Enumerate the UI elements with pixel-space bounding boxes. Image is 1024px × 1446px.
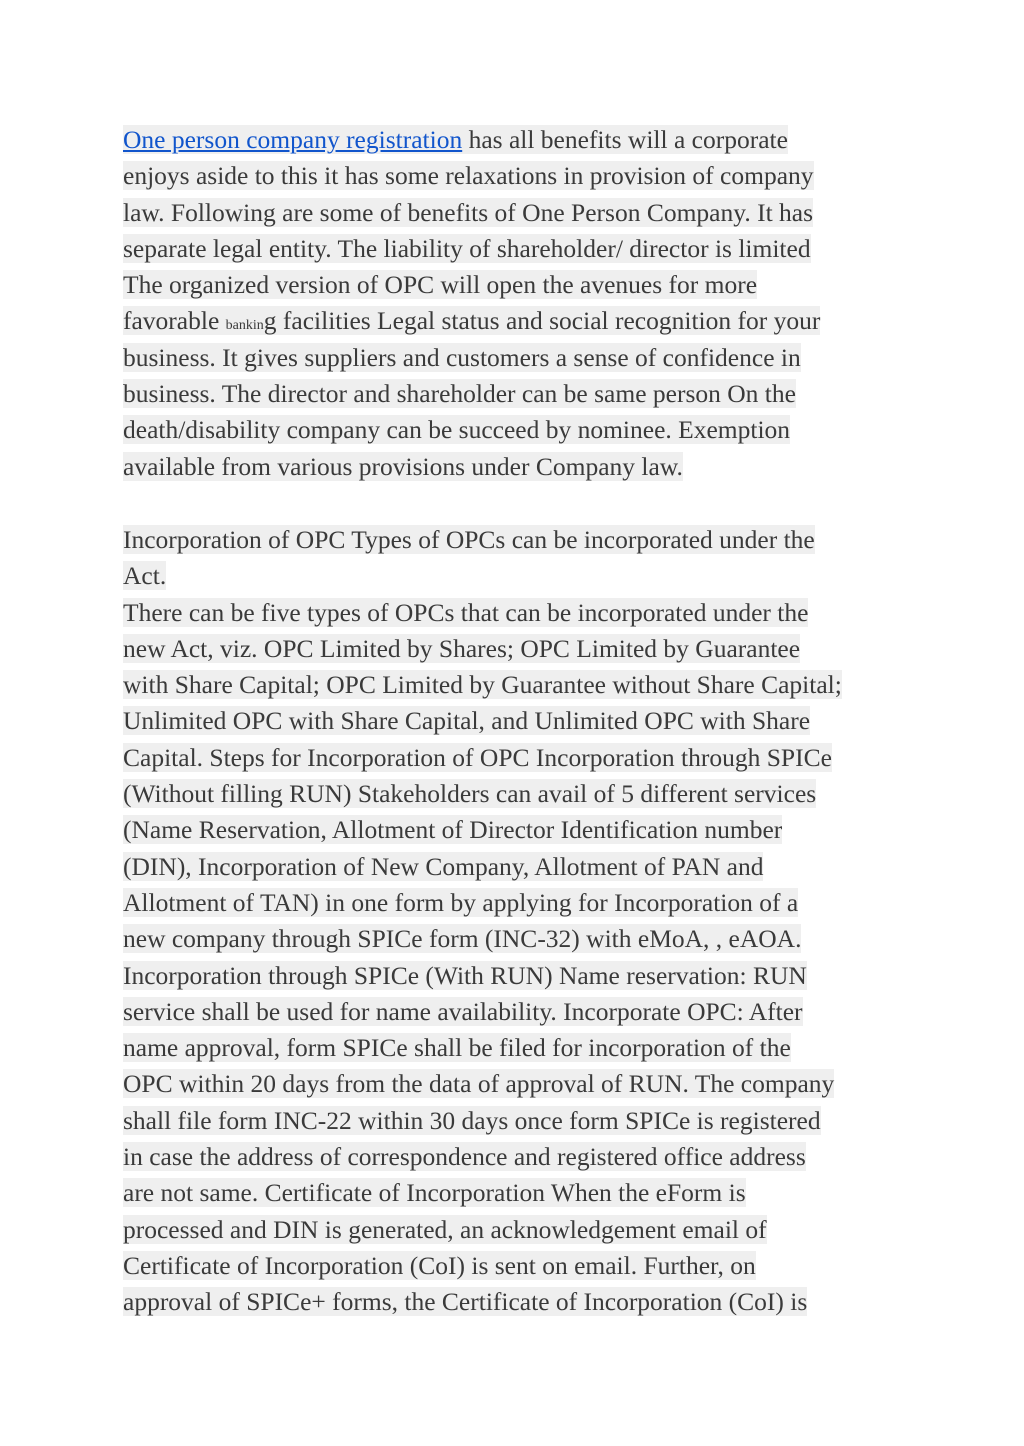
text-line (123, 631, 913, 667)
text-line (123, 1030, 913, 1066)
text-span: service shall be used for name availability. Incorporate OPC: After (123, 996, 803, 1026)
text-span: law. Following are some of benefits of One Person Company. It has (123, 197, 814, 227)
text-span: processed and DIN is generated, an acknowledgement email of (123, 1214, 767, 1244)
text-line (123, 595, 913, 631)
text-line (123, 449, 913, 485)
text-line (123, 1284, 913, 1320)
text-span: new company through SPICe form (INC-32) with eMoA, , eAOA. (123, 924, 802, 954)
text-line (123, 667, 913, 703)
text-span: Allotment of TAN) in one form by applying for Incorporation of a (123, 887, 799, 917)
text-line (123, 1139, 913, 1175)
text-span: in case the address of correspondence and registered office address (123, 1142, 806, 1172)
text-span: death/disability company can be succeed by nominee. Exemption (123, 415, 791, 445)
text-line (123, 376, 913, 412)
text-span: shall file form INC-22 within 30 days once form SPICe is registered (123, 1105, 821, 1135)
text-span: available from various provisions under Company law. (123, 451, 683, 481)
text-span: name approval, form SPICe shall be filed for incorporation of the (123, 1033, 791, 1063)
text-line (123, 340, 913, 376)
text-span: Incorporation through SPICe (With RUN) Name reservation: RUN (123, 960, 807, 990)
text-span: Certificate of Incorporation (CoI) is sent on email. Further, on (123, 1250, 756, 1280)
text-line (123, 195, 913, 231)
text-line (123, 885, 913, 921)
text-span: business. It gives suppliers and customers a sense of confidence in (123, 342, 801, 372)
text-span: are not same. Certificate of Incorporation When the eForm is (123, 1178, 746, 1208)
text-span: g facilities Legal status and social recognition for your (263, 306, 821, 336)
text-span: Unlimited OPC with Share Capital, and Unlimited OPC with Share (123, 706, 811, 736)
text-span: Incorporation of OPC Types of OPCs can be incorporated under the (123, 525, 815, 554)
text-span: OPC within 20 days from the data of approval of RUN. The company (123, 1069, 835, 1099)
text-span: Capital. Steps for Incorporation of OPC Incorporation through SPICe (123, 742, 832, 772)
text-line (123, 849, 913, 885)
text-line (123, 267, 913, 303)
text-line (123, 558, 913, 594)
text-line (123, 1175, 913, 1211)
text-span: separate legal entity. The liability of shareholder/ director is limited (123, 233, 811, 263)
text-span: Act. (123, 561, 167, 591)
text-span: new Act, viz. OPC Limited by Shares; OPC Limited by Guarantee (123, 633, 801, 663)
text-line (123, 921, 913, 957)
text-span: with Share Capital; OPC Limited by Guarantee without Share Capital; (123, 670, 842, 700)
text-line (123, 231, 913, 267)
text-span: (Without filling RUN) Stakeholders can avail of 5 different services (123, 779, 817, 809)
text-span: (Name Reservation, Allotment of Director Identification number (123, 815, 783, 845)
opc-registration-link[interactable]: One person company registration (123, 125, 463, 154)
text-span: approval of SPICe+ forms, the Certificate of Incorporation (CoI) is (123, 1287, 808, 1317)
text-span: favorable (123, 306, 226, 336)
text-line (123, 303, 913, 339)
text-line (123, 1066, 913, 1102)
text-line (123, 994, 913, 1030)
paragraph-incorporation (123, 522, 913, 1321)
text-line (123, 122, 913, 158)
text-line (123, 1103, 913, 1139)
text-span: (DIN), Incorporation of New Company, Allotment of PAN and (123, 851, 764, 881)
text-span: There can be five types of OPCs that can be incorporated under the (123, 597, 809, 627)
text-span: has all benefits will a corporate (462, 125, 788, 154)
text-line (123, 1212, 913, 1248)
paragraph-benefits (123, 122, 913, 485)
text-span: The organized version of OPC will open the avenues for more (123, 270, 758, 300)
text-line (123, 740, 913, 776)
text-line (123, 1248, 913, 1284)
text-line (123, 158, 913, 194)
text-line (123, 776, 913, 812)
text-line (123, 703, 913, 739)
text-span: enjoys aside to this it has some relaxations in provision of company (123, 161, 814, 191)
text-span-small: bankin (225, 318, 264, 334)
text-span: business. The director and shareholder can be same person On the (123, 379, 796, 409)
text-line (123, 958, 913, 994)
text-line (123, 812, 913, 848)
text-line (123, 412, 913, 448)
text-line (123, 522, 913, 558)
